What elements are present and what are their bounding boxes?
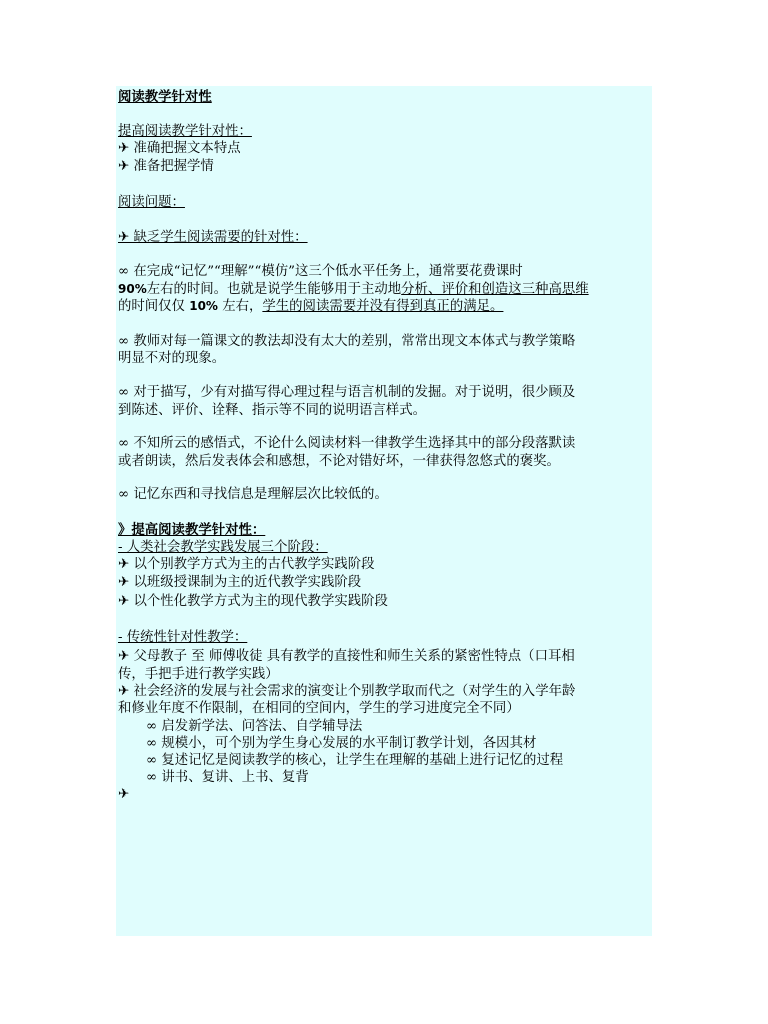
list-item: ✈ 准备把握学情 (118, 159, 214, 174)
paragraph-line: 或者朗读，然后发表体会和感想，不论对错好坏，一律获得忽悠式的褒奖。 (118, 454, 560, 469)
bullet-item: ∞ 讲书、复讲、上书、复背 (146, 770, 309, 785)
subheading (118, 230, 308, 246)
bullet-item: ∞ 规模小，可个别为学生身心发展的水平制订教学计划，各因其材 (146, 736, 537, 751)
airplane-icon: ✈ (118, 787, 130, 802)
paragraph-line: ∞ 对于描写，少有对描写得心理过程与语言机制的发掘。对于说明，很少顾及 (118, 385, 576, 400)
subheading: - 传统性针对性教学： (118, 630, 248, 645)
paragraph-line: 传，手把手进行教学实践） (118, 667, 279, 682)
paragraph-line: 明显不对的现象。 (118, 351, 226, 366)
subheading-text: ✈ 缺乏学生阅读需要的针对性： (118, 230, 308, 245)
list-item: ✈ 以班级授课制为主的近代教学实践阶段 (118, 575, 362, 590)
paragraph-line (118, 298, 503, 315)
paragraph-line: ✈ 社会经济的发展与社会需求的演变让个别教学取而代之（对学生的入学年龄 (118, 684, 576, 699)
bullet-item: ∞ 启发新学法、问答法、自学辅导法 (146, 719, 363, 734)
subheading: - 人类社会教学实践发展三个阶段： (118, 540, 328, 555)
paragraph-line: ∞ 在完成“记忆”“理解”“模仿”这三个低水平任务上，通常要花费课时 (118, 264, 523, 279)
underlined-text: 学生的阅读需要并没有得到真正的满足。 (262, 299, 504, 314)
document-page (116, 86, 652, 936)
section-heading: 提高阅读教学针对性： (118, 124, 252, 139)
paragraph-line: ∞ 不知所云的感悟式，不论什么阅读材料一律教学生选择其中的部分段落默读 (118, 436, 576, 451)
paragraph-line: ∞ 教师对每一篇课文的教法却没有太大的差别，常常出现文本体式与教学策略 (118, 334, 576, 349)
paragraph-line: ∞ 记忆东西和寻找信息是理解层次比较低的。 (118, 487, 388, 502)
section-heading: 》提高阅读教学针对性： (118, 522, 266, 538)
section-heading: 阅读问题： (118, 195, 185, 210)
paragraph-text: 左右的时间。也就是说学生能够用于主动地 (146, 282, 402, 297)
doc-title: 阅读教学针对性 (118, 89, 212, 105)
list-item: ✈ 以个别教学方式为主的古代教学实践阶段 (118, 557, 375, 572)
underlined-text: 分析、评价和创造这三种高思维 (401, 282, 589, 297)
paragraph-text: 左右， (217, 299, 263, 314)
paragraph-line: ✈ 父母教子 至 师傅收徒 具有教学的直接性和师生关系的紧密性特点（口耳相 (118, 649, 575, 664)
percent-10: 10% (189, 299, 218, 313)
list-item: ✈ 准确把握文本特点 (118, 141, 241, 156)
list-item: ✈ 以个性化教学方式为主的现代教学实践阶段 (118, 594, 388, 609)
paragraph-text: 的时间仅仅 (118, 299, 190, 314)
paragraph-line (118, 281, 589, 298)
paragraph-line: 和修业年度不作限制，在相同的空间内，学生的学习进度完全不同） (118, 701, 520, 716)
percent-90: 90% (118, 282, 147, 296)
paragraph-line: 到陈述、评价、诠释、指示等不同的说明语言样式。 (118, 403, 426, 418)
bullet-item: ∞ 复述记忆是阅读教学的核心，让学生在理解的基础上进行记忆的过程 (146, 753, 564, 768)
